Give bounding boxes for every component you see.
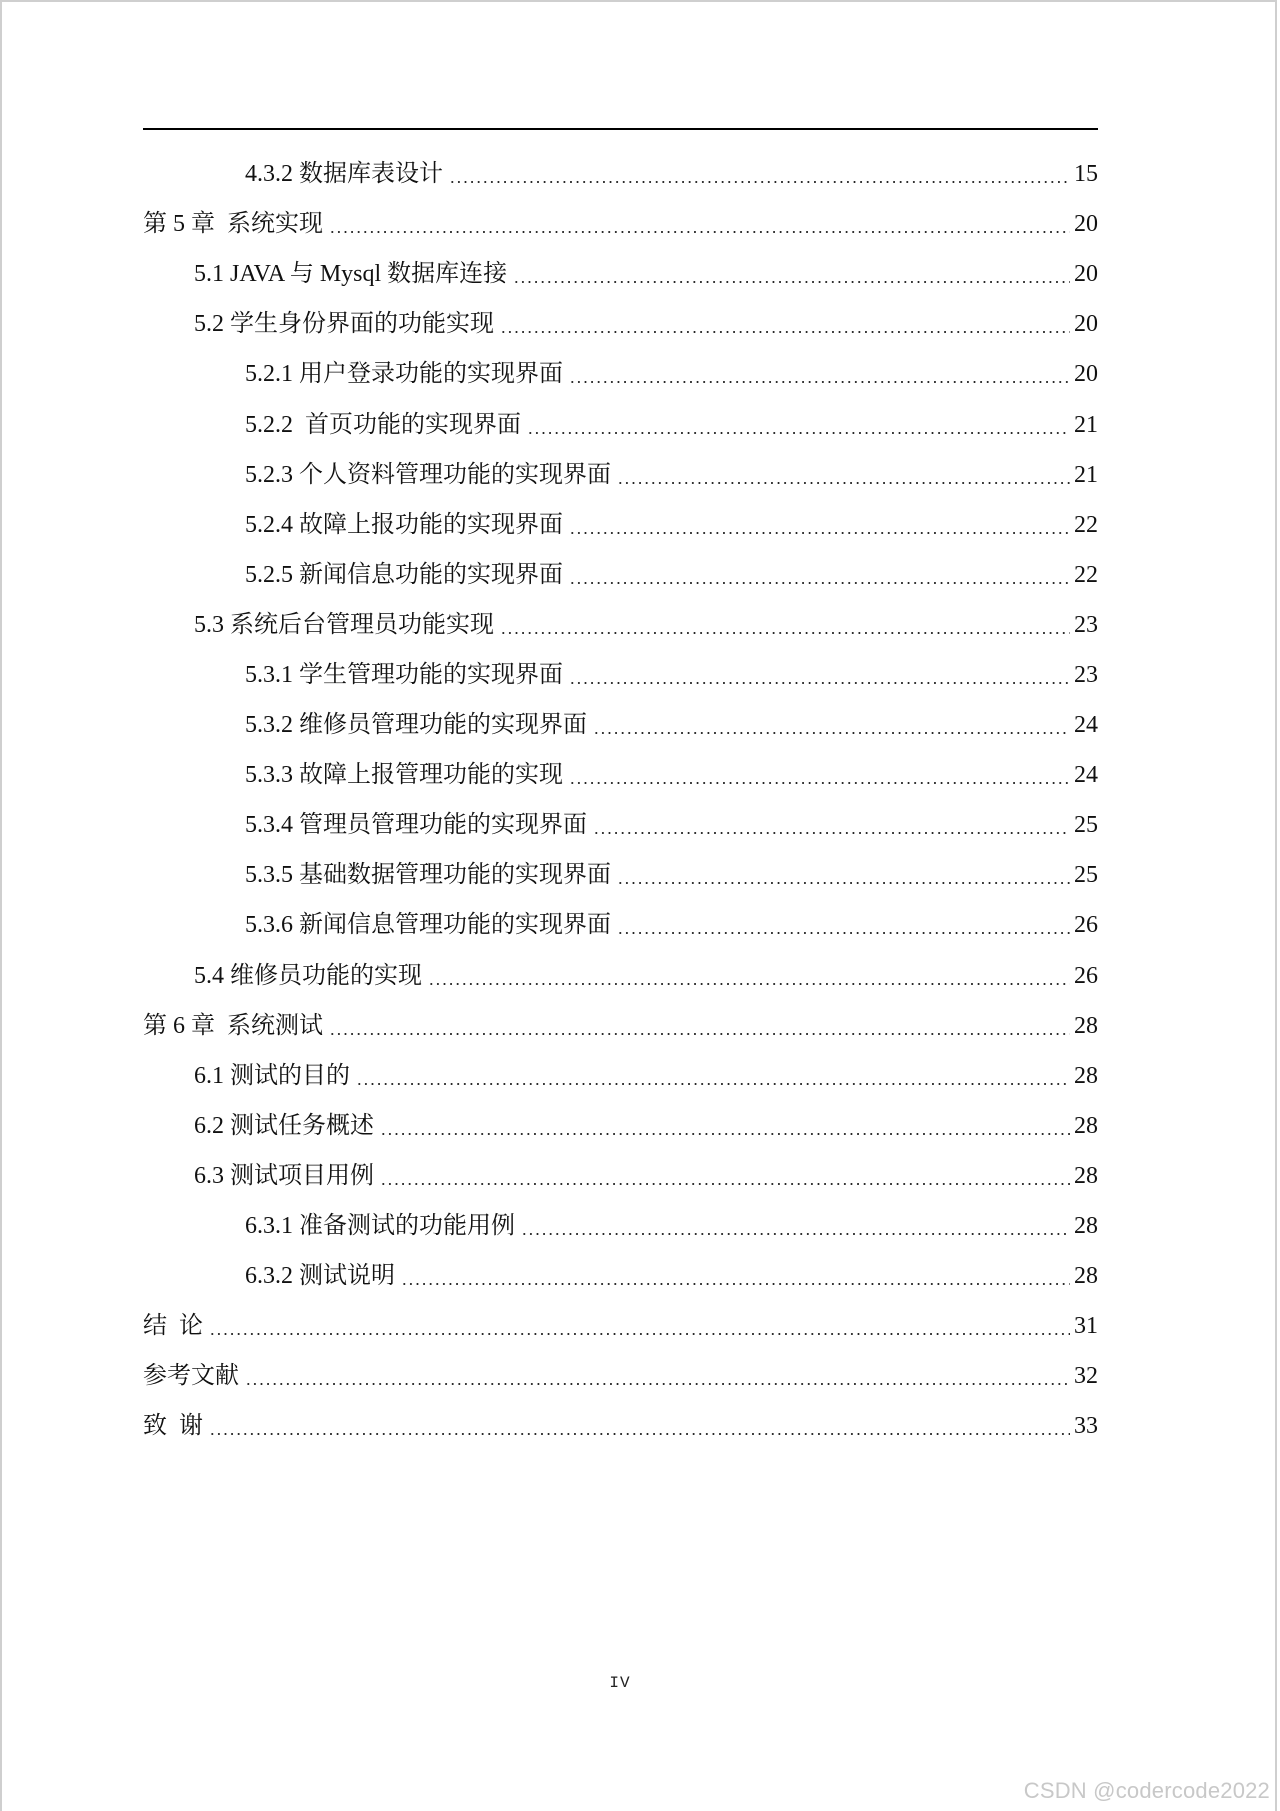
dot-leader — [329, 1033, 1070, 1035]
toc-entry-page: 15 — [1074, 161, 1098, 188]
toc-entry-page: 28 — [1074, 1062, 1098, 1089]
toc-entry[interactable] — [143, 550, 1098, 600]
dot-leader — [209, 1333, 1070, 1335]
toc-entry[interactable] — [143, 1251, 1098, 1301]
toc-entry-page: 28 — [1074, 1012, 1098, 1039]
dot-leader — [593, 832, 1070, 834]
toc-entry-title: 第 6 章 系统测试 — [143, 1012, 323, 1039]
toc-entry-title: 4.3.2 数据库表设计 — [245, 161, 443, 188]
toc-entry-page: 28 — [1074, 1162, 1098, 1189]
toc-entry-page: 33 — [1074, 1413, 1098, 1440]
toc-entry-title: 5.1 JAVA 与 Mysql 数据库连接 — [194, 261, 508, 288]
toc-entry-title: 5.3.6 新闻信息管理功能的实现界面 — [245, 912, 611, 939]
dot-leader — [245, 1383, 1070, 1385]
toc-entry[interactable] — [143, 149, 1098, 199]
toc-entry[interactable] — [143, 299, 1098, 349]
toc-entry-page: 28 — [1074, 1263, 1098, 1290]
toc-entry[interactable] — [143, 249, 1098, 299]
toc-entry[interactable] — [143, 500, 1098, 550]
page-number: IV — [609, 1674, 631, 1692]
toc-entry-page: 24 — [1074, 762, 1098, 789]
toc-entry-title: 6.3.1 准备测试的功能用例 — [245, 1213, 515, 1240]
toc-entry[interactable] — [143, 1051, 1098, 1101]
toc-entry-title: 5.3.4 管理员管理功能的实现界面 — [245, 812, 587, 839]
toc-entry-title: 6.1 测试的目的 — [194, 1062, 350, 1089]
toc-entry-title: 5.2.4 故障上报功能的实现界面 — [245, 511, 563, 538]
toc-entry-title: 结 论 — [143, 1313, 203, 1340]
toc-entry-page: 21 — [1074, 461, 1098, 488]
dot-leader — [569, 782, 1070, 784]
dot-leader — [521, 1233, 1070, 1235]
toc-entry-title: 5.2.5 新闻信息功能的实现界面 — [245, 561, 563, 588]
table-of-contents — [143, 149, 1098, 1451]
toc-entry[interactable] — [143, 199, 1098, 249]
dot-leader — [449, 181, 1070, 183]
toc-entry-title: 5.2.3 个人资料管理功能的实现界面 — [245, 461, 611, 488]
toc-entry-page: 31 — [1074, 1313, 1098, 1340]
toc-entry[interactable] — [143, 850, 1098, 900]
toc-entry-title: 致 谢 — [143, 1413, 203, 1440]
toc-entry-title: 5.3.5 基础数据管理功能的实现界面 — [245, 862, 611, 889]
toc-entry[interactable] — [143, 1301, 1098, 1351]
toc-entry-page: 23 — [1074, 661, 1098, 688]
toc-entry-page: 20 — [1074, 361, 1098, 388]
toc-entry-page: 22 — [1074, 511, 1098, 538]
toc-entry-page: 25 — [1074, 862, 1098, 889]
toc-entry[interactable] — [143, 951, 1098, 1001]
toc-entry-page: 26 — [1074, 962, 1098, 989]
toc-entry-title: 6.2 测试任务概述 — [194, 1112, 374, 1139]
toc-entry[interactable] — [143, 650, 1098, 700]
toc-entry[interactable] — [143, 1001, 1098, 1051]
dot-leader — [617, 882, 1070, 884]
dot-leader — [380, 1133, 1070, 1135]
dot-leader — [569, 381, 1070, 383]
toc-entry[interactable] — [143, 800, 1098, 850]
dot-leader — [513, 281, 1070, 283]
toc-entry-title: 6.3.2 测试说明 — [245, 1263, 395, 1290]
dot-leader — [329, 231, 1070, 233]
toc-entry-page: 22 — [1074, 561, 1098, 588]
toc-entry-title: 6.3 测试项目用例 — [194, 1162, 374, 1189]
toc-entry-title: 参考文献 — [143, 1363, 239, 1390]
dot-leader — [593, 732, 1070, 734]
toc-entry-title: 5.3.1 学生管理功能的实现界面 — [245, 661, 563, 688]
toc-entry-title: 5.3.3 故障上报管理功能的实现 — [245, 762, 563, 789]
dot-leader — [401, 1283, 1070, 1285]
dot-leader — [428, 983, 1070, 985]
toc-entry-page: 24 — [1074, 712, 1098, 739]
toc-entry[interactable] — [143, 1151, 1098, 1201]
toc-entry-page: 20 — [1074, 211, 1098, 238]
toc-entry-page: 26 — [1074, 912, 1098, 939]
toc-entry[interactable] — [143, 600, 1098, 650]
toc-entry-page: 25 — [1074, 812, 1098, 839]
toc-entry[interactable] — [143, 1401, 1098, 1451]
toc-entry-title: 5.2.1 用户登录功能的实现界面 — [245, 361, 563, 388]
toc-entry-page: 28 — [1074, 1213, 1098, 1240]
toc-entry-page: 28 — [1074, 1112, 1098, 1139]
toc-entry-title: 5.2 学生身份界面的功能实现 — [194, 311, 494, 338]
toc-entry-title: 第 5 章 系统实现 — [143, 211, 323, 238]
toc-entry[interactable] — [143, 399, 1098, 449]
dot-leader — [209, 1433, 1070, 1435]
toc-entry-title: 5.4 维修员功能的实现 — [194, 962, 422, 989]
watermark: CSDN @codercode2022 — [1023, 1778, 1270, 1803]
dot-leader — [500, 331, 1070, 333]
toc-entry-page: 21 — [1074, 411, 1098, 438]
dot-leader — [569, 532, 1070, 534]
toc-entry[interactable] — [143, 1351, 1098, 1401]
toc-entry[interactable] — [143, 1101, 1098, 1151]
toc-entry-title: 5.2.2 首页功能的实现界面 — [245, 411, 521, 438]
dot-leader — [500, 632, 1070, 634]
toc-entry[interactable] — [143, 900, 1098, 950]
toc-entry-title: 5.3.2 维修员管理功能的实现界面 — [245, 712, 587, 739]
toc-entry-title: 5.3 系统后台管理员功能实现 — [194, 611, 494, 638]
dot-leader — [617, 932, 1070, 934]
toc-entry-page: 23 — [1074, 611, 1098, 638]
dot-leader — [569, 582, 1070, 584]
dot-leader — [527, 432, 1070, 434]
dot-leader — [380, 1183, 1070, 1185]
dot-leader — [569, 682, 1070, 684]
toc-entry[interactable] — [143, 1201, 1098, 1251]
header-rule — [143, 128, 1098, 130]
toc-entry[interactable] — [143, 750, 1098, 800]
toc-entry[interactable] — [143, 349, 1098, 399]
toc-entry-page: 20 — [1074, 261, 1098, 288]
toc-entry-page: 32 — [1074, 1363, 1098, 1390]
dot-leader — [356, 1083, 1070, 1085]
dot-leader — [617, 482, 1070, 484]
toc-entry[interactable] — [143, 700, 1098, 750]
toc-entry-page: 20 — [1074, 311, 1098, 338]
toc-entry[interactable] — [143, 450, 1098, 500]
